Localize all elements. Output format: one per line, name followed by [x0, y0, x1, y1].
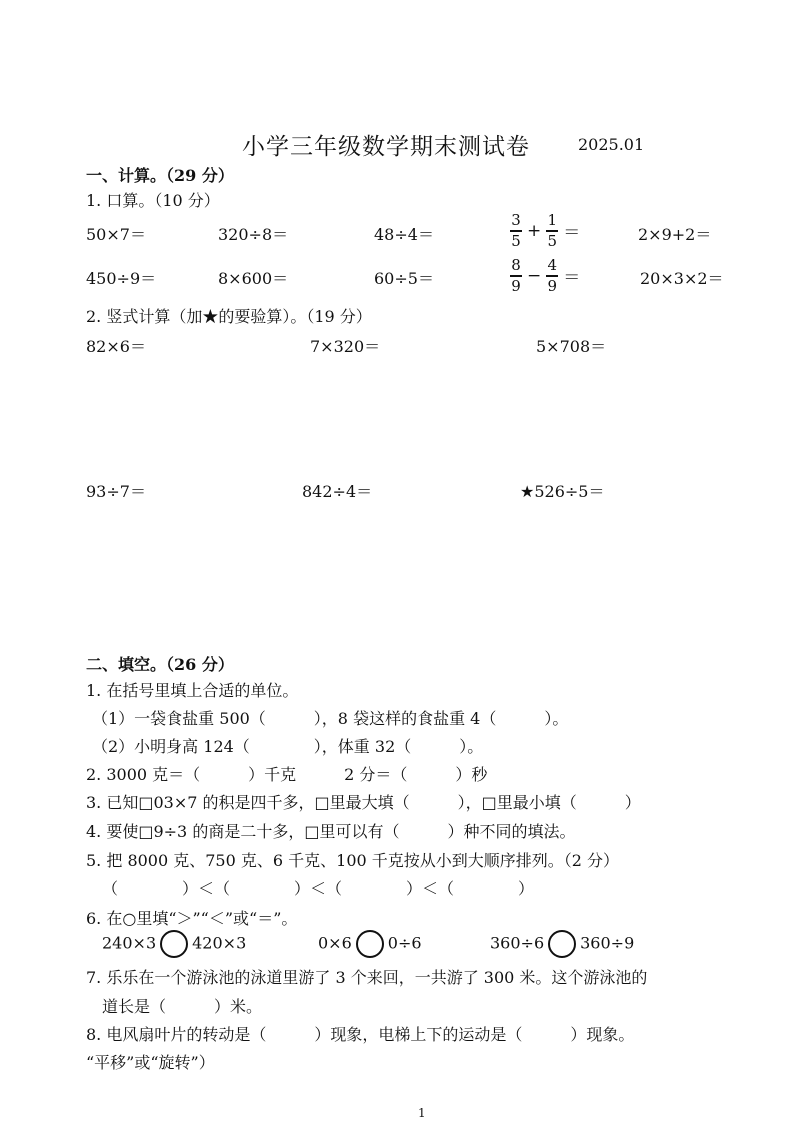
fraction-equals: ＝: [563, 223, 581, 244]
vertical-heading: 2. 竖式计算（加★的要验算）。（19 分）: [86, 307, 372, 326]
fraction-denominator: 9: [547, 276, 558, 295]
question-8-cont: “平移”或“旋转”）: [86, 1053, 215, 1072]
question-8: 8. 电风扇叶片的转动是（ ）现象，电梯上下的运动是（ ）现象。: [86, 1025, 635, 1044]
oral-problem: 60÷5＝: [374, 269, 434, 288]
oral-problem: 50×7＝: [86, 225, 146, 244]
compare-circle[interactable]: [356, 930, 384, 958]
question-1b: （2）小明身高 124（ ），体重 32（ ）。: [92, 737, 484, 756]
fraction-denominator: 5: [511, 231, 521, 250]
question-1: 1. 在括号里填上合适的单位。: [86, 681, 299, 700]
question-1a: （1）一袋食盐重 500（ ），8 袋这样的食盐重 4（ ）。: [92, 709, 569, 728]
compare-right: 360÷9: [580, 933, 635, 953]
fraction-denominator: 9: [511, 276, 521, 295]
question-2: 2. 3000 克＝（ ）千克 2 分＝（ ）秒: [86, 765, 488, 784]
fraction-problem-add: [508, 212, 583, 250]
question-7-cont: 道长是（ ）米。: [102, 997, 263, 1016]
compare-item: [490, 930, 634, 958]
page-title: 小学三年级数学期末测试卷: [242, 134, 530, 160]
compare-circle[interactable]: [160, 930, 188, 958]
fraction-problem-subtract: [508, 257, 583, 295]
compare-left: 0×6: [318, 933, 352, 953]
compare-left: 360÷6: [490, 933, 545, 953]
oral-problem: 320÷8＝: [218, 225, 289, 244]
question-3: 3. 已知□03×7 的积是四千多，□里最大填（ ），□里最小填（ ）: [86, 793, 641, 812]
question-7: 7. 乐乐在一个游泳池的泳道里游了 3 个来回，一共游了 300 米。这个游泳池的: [86, 968, 648, 987]
fraction-numerator: 4: [547, 256, 558, 274]
compare-item: [102, 930, 246, 958]
question-5: 5. 把 8000 克、750 克、6 千克、100 千克按从小到大顺序排列。（2 分）: [86, 851, 620, 870]
question-6: 6. 在○里填“＞”“＜”或“＝”。: [86, 909, 298, 928]
vertical-problem: ★526÷5＝: [520, 482, 605, 501]
fraction-numerator: 1: [547, 211, 558, 229]
oral-problem: 20×3×2＝: [640, 269, 724, 288]
question-5-blanks: （ ）＜（ ）＜（ ）＜（ ）: [102, 879, 535, 898]
compare-right: 420×3: [192, 933, 247, 953]
page-number: 1: [418, 1106, 426, 1120]
fraction-equals: ＝: [563, 268, 581, 289]
compare-circle[interactable]: [548, 930, 576, 958]
fraction-operator: −: [527, 265, 542, 286]
fraction-numerator: 8: [511, 256, 521, 274]
vertical-problem: 93÷7＝: [86, 482, 146, 501]
question-4: 4. 要使□9÷3 的商是二十多，□里可以有（ ）种不同的填法。: [86, 822, 576, 841]
compare-left: 240×3: [102, 933, 157, 953]
section2-heading: 二、填空。（26 分）: [86, 655, 234, 674]
oral-problem: 450÷9＝: [86, 269, 157, 288]
fraction-denominator: 5: [547, 231, 558, 250]
fraction-numerator: 3: [511, 211, 521, 229]
oral-heading: 1. 口算。（10 分）: [86, 191, 220, 210]
vertical-problem: 5×708＝: [536, 337, 607, 356]
oral-problem: 8×600＝: [218, 269, 289, 288]
section1-heading: 一、计算。（29 分）: [86, 166, 234, 185]
compare-right: 0÷6: [387, 933, 422, 953]
oral-problem: 48÷4＝: [374, 225, 434, 244]
vertical-problem: 842÷4＝: [302, 482, 373, 501]
vertical-problem: 82×6＝: [86, 337, 146, 356]
vertical-problem: 7×320＝: [310, 337, 381, 356]
compare-item: [318, 930, 422, 958]
oral-problem: 2×9+2＝: [638, 225, 712, 244]
exam-date: 2025.01: [578, 135, 645, 154]
fraction-operator: +: [527, 220, 542, 241]
